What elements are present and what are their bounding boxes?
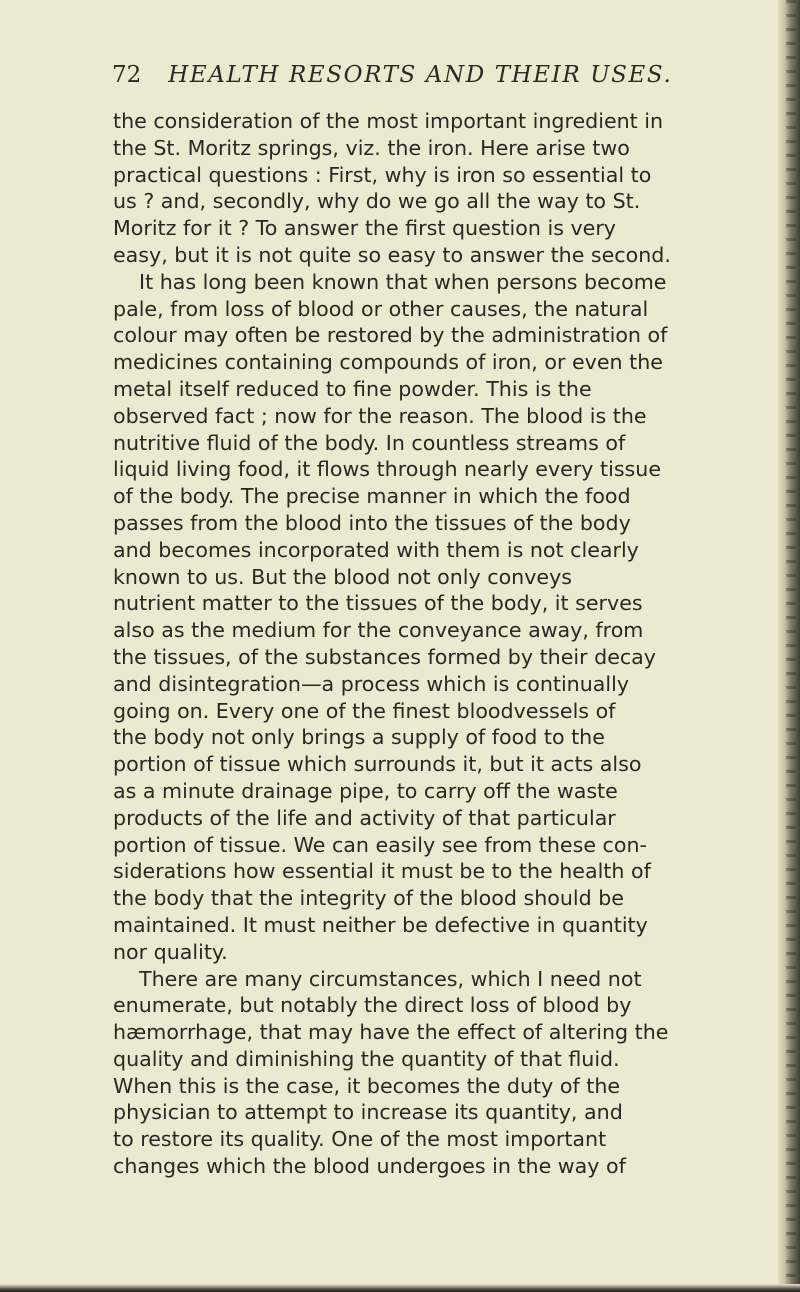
running-head — [112, 62, 732, 92]
text-line: quality and diminishing the quantity of that fluid. — [113, 1046, 620, 1071]
bottom-edge — [0, 1284, 800, 1292]
text-line: the body not only brings a supply of food to the — [113, 725, 605, 750]
text-line: practical questions : First, why is iron so essential to — [113, 162, 652, 187]
text-line: When this is the case, it becomes the duty of the — [113, 1073, 621, 1098]
text-line: going on. Every one of the finest bloodvessels of — [113, 698, 616, 723]
text-line: metal itself reduced to fine powder. This is the — [113, 376, 592, 401]
text-line: products of the life and activity of that particular — [113, 805, 616, 830]
text-line: siderations how essential it must be to the health of — [113, 859, 651, 884]
text-line: nutrient matter to the tissues of the body, it serves — [113, 591, 643, 616]
text-line: maintained. It must neither be defective in quantity — [113, 912, 648, 937]
text-line: observed fact ; now for the reason. The blood is the — [113, 403, 647, 428]
text-line: It has long been known that when persons become — [139, 269, 667, 294]
text-line: hæmorrhage, that may have the effect of altering the — [113, 1020, 669, 1045]
text-line: also as the medium for the conveyance away, from — [113, 618, 644, 643]
text-line: known to us. But the blood not only conveys — [113, 564, 572, 589]
text-line: easy, but it is not quite so easy to answer the second. — [113, 242, 671, 267]
text-line: physician to attempt to increase its quantity, and — [113, 1100, 623, 1125]
text-line: us ? and, secondly, why do we go all the way to St. — [113, 189, 641, 214]
text-line: enumerate, but notably the direct loss of blood by — [113, 993, 632, 1018]
text-line: of the body. The precise manner in which the food — [113, 484, 631, 509]
text-line: and disintegration—a process which is continually — [113, 671, 630, 696]
text-line: nutritive fluid of the body. In countless streams of — [113, 430, 626, 455]
running-title: HEALTH RESORTS AND THEIR USES. — [168, 62, 673, 88]
page-number: 72 — [112, 62, 142, 88]
text-line: nor quality. — [113, 939, 228, 964]
text-line: the St. Moritz springs, viz. the iron. Here arise two — [113, 135, 630, 160]
text-line: to restore its quality. One of the most important — [113, 1127, 607, 1152]
text-line: colour may often be restored by the administration of — [113, 323, 668, 348]
text-line: portion of tissue which surrounds it, but it acts also — [113, 752, 642, 777]
text-line: the consideration of the most important ingredient in — [113, 109, 664, 133]
body-text — [113, 108, 753, 1180]
text-line: as a minute drainage pipe, to carry off the waste — [113, 778, 618, 803]
text-line: the body that the integrity of the blood should be — [113, 886, 624, 911]
text-line: passes from the blood into the tissues of the body — [113, 510, 631, 535]
text-line: There are many circumstances, which I need not — [139, 966, 642, 991]
text-line: the tissues, of the substances formed by their decay — [113, 644, 656, 669]
text-line: pale, from loss of blood or other causes, the natural — [113, 296, 649, 321]
text-line: medicines containing compounds of iron, or even the — [113, 350, 663, 375]
text-line: Moritz for it ? To answer the first question is very — [113, 216, 616, 241]
page-edge-texture — [786, 0, 796, 1292]
text-line: changes which the blood undergoes in the way of — [113, 1154, 626, 1179]
text-line: and becomes incorporated with them is not clearly — [113, 537, 639, 562]
text-line: liquid living food, it flows through nearly every tissue — [113, 457, 662, 482]
text-line: portion of tissue. We can easily see from these con- — [113, 832, 647, 857]
